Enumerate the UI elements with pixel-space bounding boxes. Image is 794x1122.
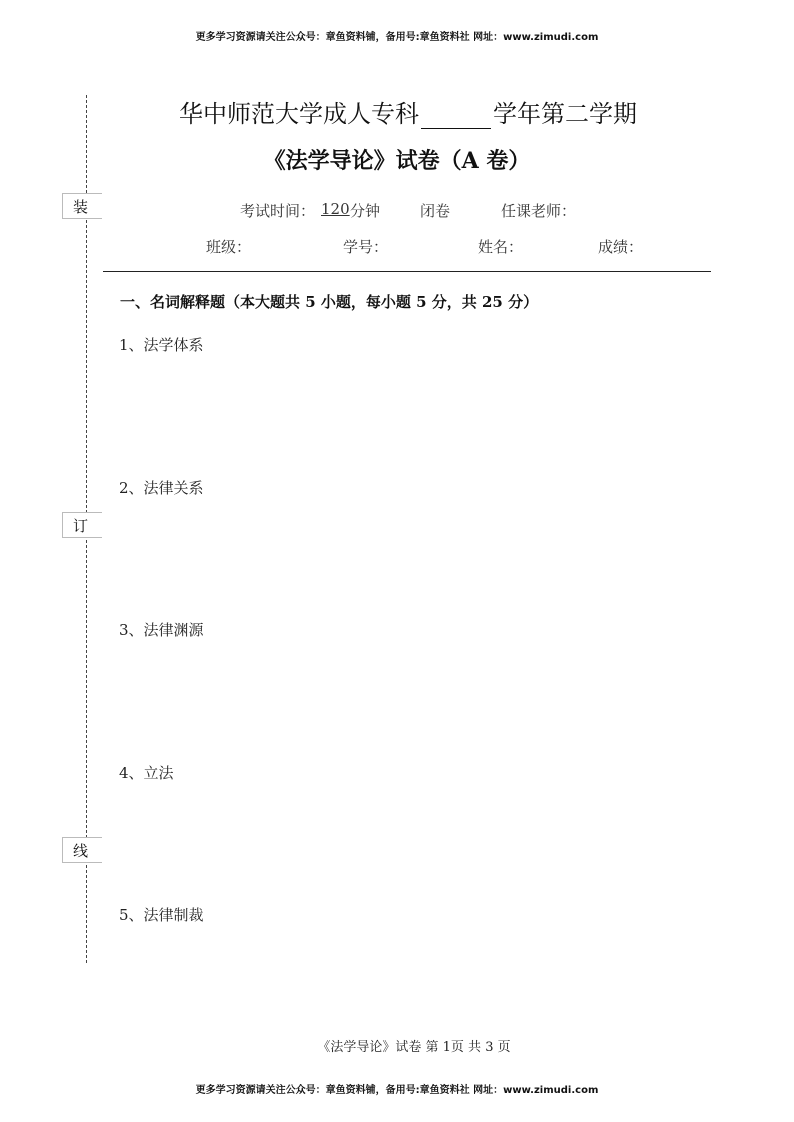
exam-title <box>0 94 794 129</box>
header-divider <box>103 271 711 272</box>
student-name-label: 姓名： <box>478 238 524 256</box>
question-item: 2、法律关系 <box>119 479 204 497</box>
closed-book-label: 闭卷 <box>420 202 451 220</box>
exam-time-value: 120 <box>321 200 350 218</box>
question-item: 1、法学体系 <box>119 336 204 354</box>
binding-label-xian: 线 <box>62 837 102 863</box>
class-label: 班级： <box>206 238 252 256</box>
bottom-banner: 更多学习资源请关注公众号：章鱼资料铺，备用号:章鱼资料社 网址：www.zimudi.com <box>195 1085 599 1096</box>
title-semester: 学年第二学期 <box>493 100 637 128</box>
title-university: 华中师范大学成人专科 <box>179 100 419 128</box>
question-item: 4、立法 <box>119 764 174 782</box>
page-footer: 《法学导论》试卷 第 1页 共 3 页 <box>317 1040 511 1055</box>
exam-time-unit: 分钟 <box>350 202 381 220</box>
student-id-label: 学号： <box>343 238 389 256</box>
teacher-label: 任课老师： <box>501 202 577 220</box>
section-heading: 一、名词解释题（本大题共 5 小题，每小题 5 分，共 25 分） <box>120 293 539 311</box>
binding-label-ding: 订 <box>62 512 102 538</box>
top-banner: 更多学习资源请关注公众号：章鱼资料铺，备用号:章鱼资料社 网址：www.zimudi.com <box>195 32 599 43</box>
binding-label-zhuang: 装 <box>62 193 102 219</box>
question-item: 5、法律制裁 <box>119 906 204 924</box>
exam-subtitle: 《法学导论》试卷（A 卷） <box>263 148 531 174</box>
academic-year-blank <box>421 103 491 129</box>
exam-time-label: 考试时间： <box>240 202 316 220</box>
question-item: 3、法律渊源 <box>119 621 204 639</box>
score-label: 成绩： <box>598 238 644 256</box>
